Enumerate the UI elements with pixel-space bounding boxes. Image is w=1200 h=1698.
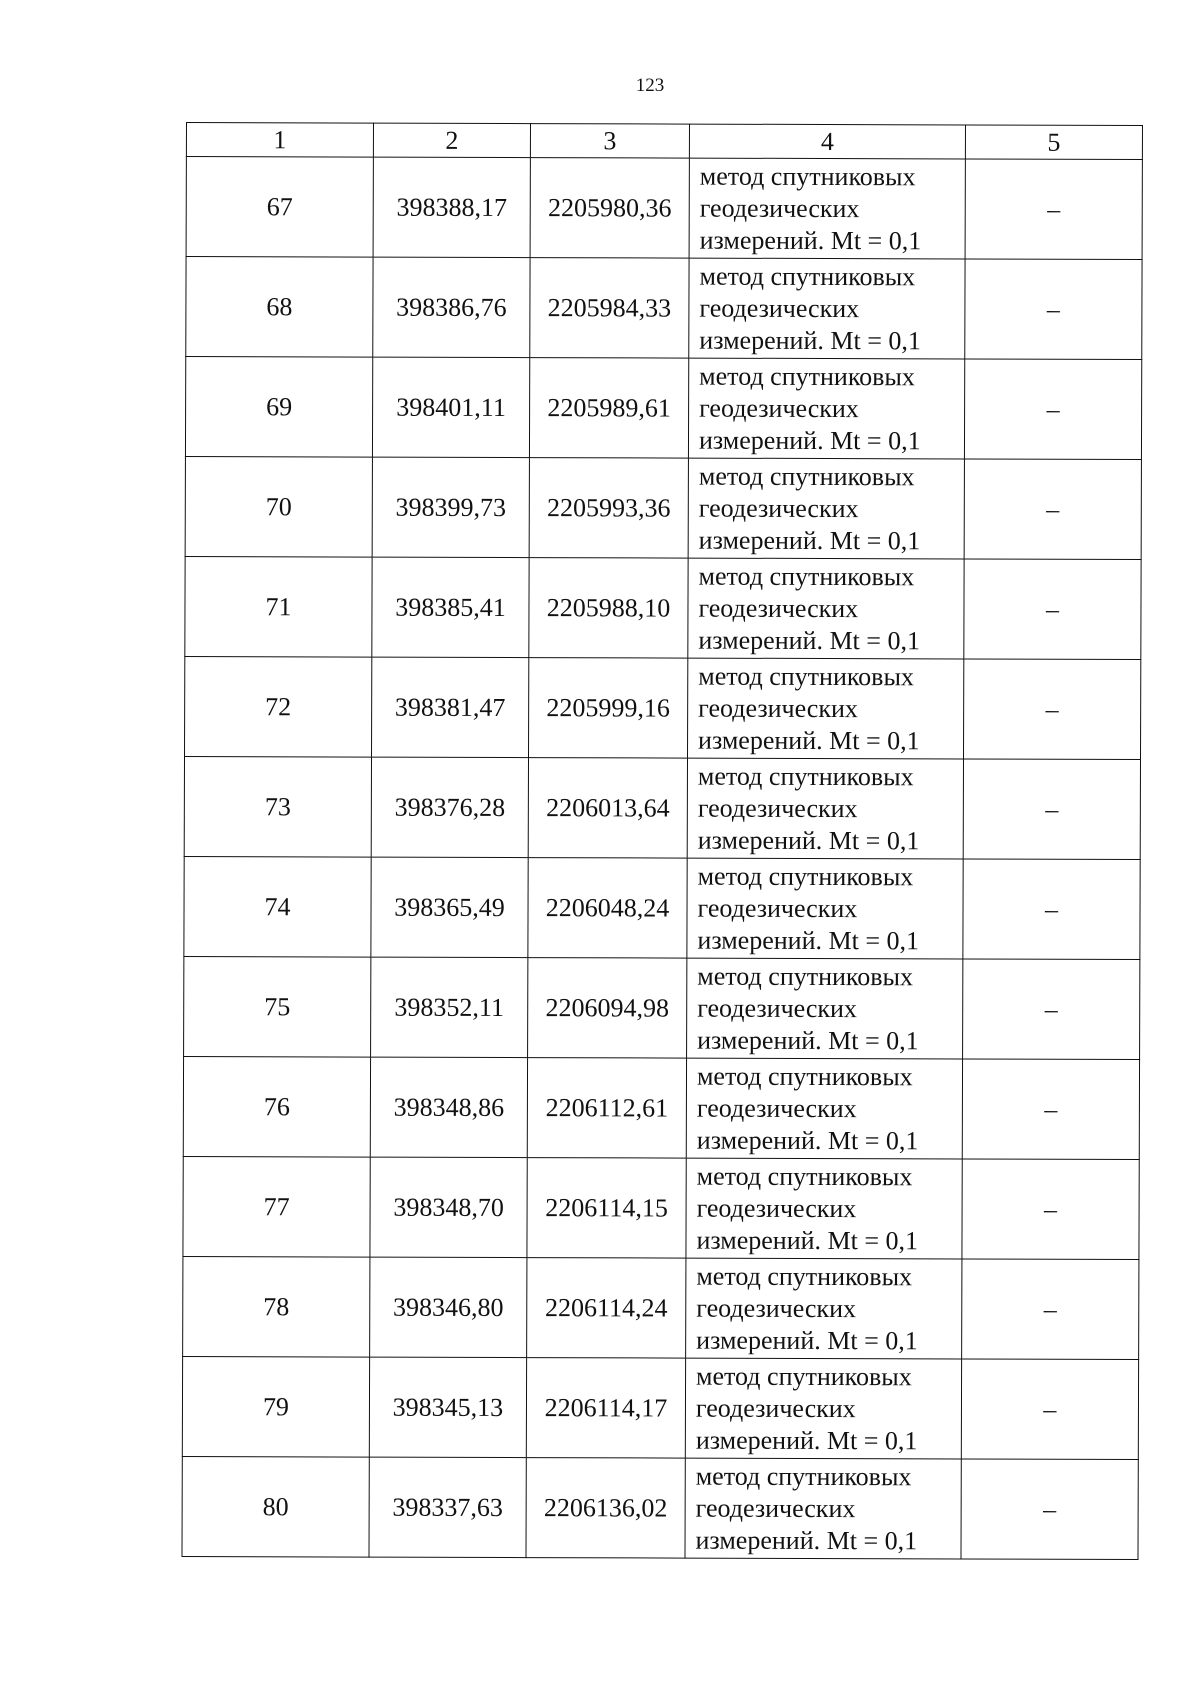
- header-row: [186, 123, 1142, 160]
- method-line: метод спутниковых: [699, 161, 916, 191]
- table-row: [185, 357, 1141, 460]
- note-cell: –: [962, 1259, 1139, 1360]
- table-row: [182, 1456, 1138, 1559]
- method-line: геодезических: [699, 393, 859, 423]
- page-number: 123: [635, 75, 665, 96]
- table-row: [185, 656, 1141, 759]
- y-coordinate-cell: 2205984,33: [530, 258, 689, 358]
- method-line: измерений. Mt = 0,1: [698, 525, 921, 555]
- y-coordinate-cell: 2206114,24: [527, 1258, 686, 1358]
- method-line: метод спутниковых: [699, 361, 915, 391]
- method-line: метод спутниковых: [696, 1161, 913, 1191]
- method-cell: [686, 1158, 962, 1259]
- table-row: [185, 456, 1141, 559]
- header-cell-3: 3: [530, 124, 689, 158]
- method-cell: [685, 1358, 961, 1459]
- point-number-cell: 70: [185, 456, 372, 557]
- method-line: метод спутниковых: [696, 1361, 912, 1391]
- x-coordinate-cell: 398348,70: [370, 1157, 527, 1257]
- method-line: геодезических: [696, 1193, 857, 1223]
- method-line: измерений. Mt = 0,1: [697, 1025, 919, 1055]
- x-coordinate-cell: 398388,17: [373, 157, 530, 257]
- note-cell: –: [964, 559, 1141, 660]
- note-cell: –: [964, 359, 1141, 460]
- table-row: [185, 556, 1141, 659]
- method-line: метод спутниковых: [697, 961, 914, 991]
- method-line: геодезических: [696, 1093, 857, 1123]
- method-line: измерений. Mt = 0,1: [697, 825, 920, 855]
- x-coordinate-cell: 398381,47: [372, 657, 529, 757]
- x-coordinate-cell: 398365,49: [371, 857, 528, 957]
- method-line: измерений. Mt = 0,1: [698, 425, 921, 455]
- method-line: геодезических: [698, 493, 859, 523]
- y-coordinate-cell: 2205993,36: [529, 458, 688, 558]
- point-number-cell: 67: [186, 157, 373, 258]
- x-coordinate-cell: 398401,11: [372, 357, 529, 457]
- y-coordinate-cell: 2206013,64: [528, 758, 687, 858]
- note-cell: –: [962, 1159, 1139, 1260]
- method-line: метод спутниковых: [698, 461, 915, 491]
- x-coordinate-cell: 398337,63: [369, 1457, 526, 1557]
- y-coordinate-cell: 2205988,10: [529, 558, 688, 658]
- method-line: геодезических: [697, 793, 858, 823]
- y-coordinate-cell: 2206094,98: [528, 958, 687, 1058]
- note-cell: –: [963, 859, 1140, 960]
- method-line: измерений. Mt = 0,1: [695, 1425, 918, 1455]
- x-coordinate-cell: 398385,41: [372, 557, 529, 657]
- note-cell: –: [963, 959, 1140, 1060]
- method-cell: [688, 458, 964, 559]
- point-number-cell: 71: [185, 556, 372, 657]
- method-cell: [687, 758, 963, 859]
- y-coordinate-cell: 2206114,17: [526, 1358, 685, 1458]
- point-number-cell: 75: [184, 956, 371, 1057]
- method-line: измерений. Mt = 0,1: [696, 1125, 919, 1155]
- point-number-cell: 79: [182, 1356, 369, 1457]
- header-cell-5: 5: [965, 125, 1142, 160]
- method-cell: [686, 1058, 962, 1159]
- method-line: метод спутниковых: [698, 561, 915, 591]
- method-line: метод спутниковых: [698, 661, 915, 691]
- note-cell: –: [961, 1359, 1138, 1460]
- table-body: [182, 157, 1142, 1560]
- y-coordinate-cell: 2205989,61: [529, 358, 688, 458]
- table-row: [182, 1356, 1138, 1459]
- method-cell: [689, 258, 965, 359]
- x-coordinate-cell: 398348,86: [370, 1057, 527, 1157]
- method-line: измерений. Mt = 0,1: [697, 925, 920, 955]
- method-line: метод спутниковых: [699, 261, 916, 291]
- point-number-cell: 72: [185, 656, 372, 757]
- method-line: измерений. Mt = 0,1: [698, 625, 921, 655]
- method-line: геодезических: [696, 1293, 857, 1323]
- method-cell: [687, 858, 963, 959]
- method-line: геодезических: [695, 1493, 856, 1523]
- table-row: [186, 257, 1142, 360]
- coordinates-table-container: [181, 122, 1142, 1560]
- point-number-cell: 80: [182, 1456, 369, 1557]
- table-row: [184, 756, 1140, 859]
- y-coordinate-cell: 2205980,36: [530, 158, 689, 258]
- method-line: геодезических: [697, 993, 857, 1023]
- point-number-cell: 73: [184, 756, 371, 857]
- header-cell-2: 2: [373, 123, 530, 157]
- method-cell: [689, 158, 965, 259]
- y-coordinate-cell: 2206048,24: [528, 858, 687, 958]
- method-line: метод спутниковых: [695, 1461, 912, 1491]
- method-cell: [685, 1458, 961, 1559]
- method-cell: [687, 958, 963, 1059]
- method-line: метод спутниковых: [696, 1061, 913, 1091]
- table-row: [186, 157, 1142, 260]
- table-row: [184, 956, 1140, 1059]
- y-coordinate-cell: 2206112,61: [527, 1058, 686, 1158]
- method-line: метод спутниковых: [696, 1261, 913, 1291]
- note-cell: –: [964, 459, 1141, 560]
- method-line: геодезических: [698, 693, 858, 723]
- note-cell: –: [964, 659, 1141, 760]
- method-line: метод спутниковых: [697, 861, 914, 891]
- method-line: геодезических: [699, 293, 860, 323]
- note-cell: –: [965, 259, 1142, 360]
- method-line: измерений. Mt = 0,1: [698, 725, 920, 755]
- header-cell-4: 4: [689, 124, 965, 159]
- x-coordinate-cell: 398345,13: [369, 1357, 526, 1457]
- method-cell: [688, 358, 964, 459]
- point-number-cell: 77: [183, 1156, 370, 1257]
- method-cell: [688, 558, 964, 659]
- note-cell: –: [962, 1059, 1139, 1160]
- table-row: [183, 1256, 1139, 1359]
- method-line: геодезических: [695, 1393, 856, 1423]
- note-cell: –: [965, 159, 1142, 260]
- method-line: метод спутниковых: [697, 761, 914, 791]
- point-number-cell: 76: [183, 1056, 370, 1157]
- method-line: измерений. Mt = 0,1: [696, 1225, 919, 1255]
- method-line: геодезических: [697, 893, 858, 923]
- y-coordinate-cell: 2205999,16: [529, 658, 688, 758]
- table-row: [183, 1156, 1139, 1259]
- table-row: [183, 1056, 1139, 1159]
- method-line: геодезических: [699, 193, 860, 223]
- method-line: геодезических: [698, 593, 859, 623]
- method-line: измерений. Mt = 0,1: [699, 325, 921, 355]
- point-number-cell: 69: [185, 357, 372, 458]
- y-coordinate-cell: 2206136,02: [526, 1458, 685, 1558]
- x-coordinate-cell: 398399,73: [372, 457, 529, 557]
- x-coordinate-cell: 398376,28: [371, 757, 528, 857]
- header-cell-1: 1: [186, 123, 373, 158]
- point-number-cell: 78: [183, 1256, 370, 1357]
- method-cell: [688, 658, 964, 759]
- y-coordinate-cell: 2206114,15: [527, 1158, 686, 1258]
- x-coordinate-cell: 398352,11: [371, 957, 528, 1057]
- method-cell: [686, 1258, 962, 1359]
- note-cell: –: [961, 1459, 1138, 1560]
- point-number-cell: 68: [186, 257, 373, 358]
- x-coordinate-cell: 398346,80: [370, 1257, 527, 1357]
- point-number-cell: 74: [184, 856, 371, 957]
- table-row: [184, 856, 1140, 959]
- method-line: измерений. Mt = 0,1: [696, 1325, 918, 1355]
- x-coordinate-cell: 398386,76: [373, 257, 530, 357]
- method-line: измерений. Mt = 0,1: [695, 1525, 918, 1555]
- method-line: измерений. Mt = 0,1: [699, 225, 922, 255]
- coordinates-table: [181, 122, 1143, 1560]
- note-cell: –: [963, 759, 1140, 860]
- table-header: [186, 123, 1142, 160]
